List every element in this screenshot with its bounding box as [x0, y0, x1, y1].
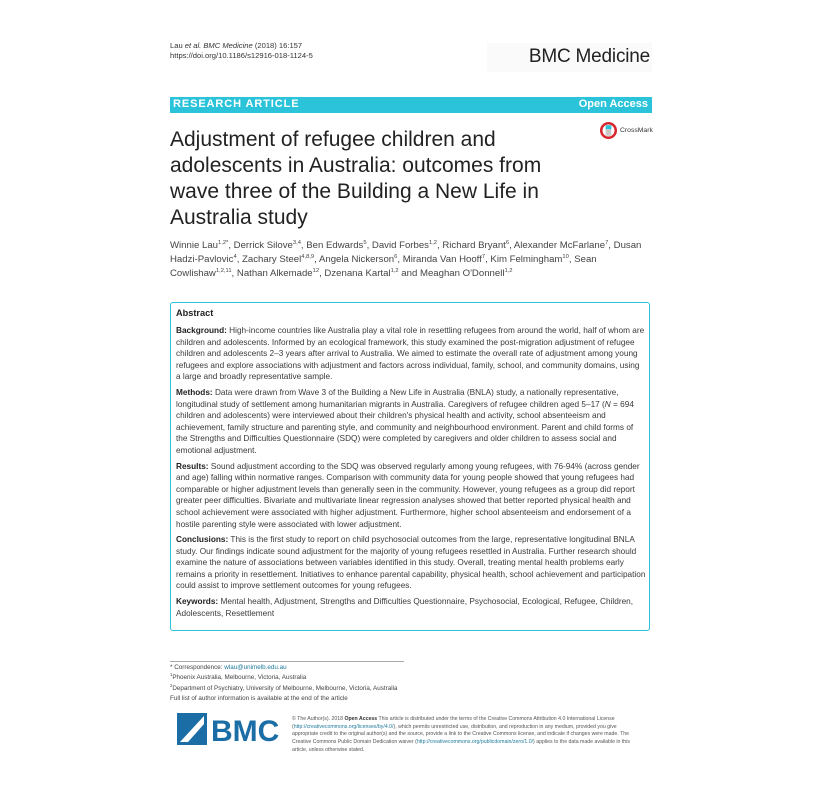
abstract-body [176, 325, 646, 623]
license-open-access: Open Access [344, 716, 378, 722]
abstract-keywords [176, 596, 646, 619]
author-name: Miranda Van Hooff [402, 253, 482, 265]
license-text-c: ) applies to the data made available in this article, unless otherwise stated. [292, 739, 630, 753]
methods-label: Methods: [176, 387, 213, 397]
abstract-methods [176, 387, 646, 457]
author-affiliation-sup: 10 [562, 253, 569, 260]
author-affiliation-sup: 7 [481, 253, 486, 260]
bmc-logo-mark [177, 713, 283, 745]
article-type-band [170, 97, 652, 113]
affiliation-2 [170, 684, 410, 694]
open-access-label: Open Access [578, 98, 648, 110]
crossmark-label: CrossMark [620, 127, 653, 134]
citation-volume: (2018) 16:157 [252, 41, 303, 50]
results-label: Results: [176, 461, 209, 471]
conclusions-label: Conclusions: [176, 535, 229, 545]
crossmark-icon [599, 121, 618, 140]
conclusions-text: This is the first study to report on child psychosocial outcomes from the large, representative longitudinal BNLA study. Our findings indicate sound adjustment for the majority of young refugees resettled in Australia. Further research should examine the nature of associations between variables identified in this study. Overall, treating mental health problems early remains a priority in resettlement. Initiatives to enhance parental capability, physical health, school achievement and participation could assist to improve settlement outcomes for young refugees. [176, 535, 646, 591]
footnote-divider [170, 661, 404, 662]
correspondence-label: * Correspondence: [170, 664, 225, 671]
author-affiliation-sup: 1,2* [218, 239, 229, 246]
author-affiliation-sup: 12 [312, 267, 320, 274]
citation-authors: Lau [170, 41, 185, 50]
bmc-logo-text: BMC [211, 715, 280, 745]
author-name: Meaghan O'Donnell [419, 267, 505, 279]
citation-doi[interactable]: https://doi.org/10.1186/s12916-018-1124-5 [170, 51, 313, 60]
author-name: David Forbes [371, 240, 429, 251]
author-name: Alexander McFarlane [513, 240, 606, 251]
abstract-background [176, 325, 646, 383]
citation-header [170, 41, 313, 61]
author-entry [490, 254, 568, 265]
methods-text-a: Data were drawn from Wave 3 of the Building a New Life in Australia (BNLA) study, a nationally representative, longitudinal study of settlement among humanitarian migrants in Australia. Caregivers of refugee children aged 5–17 ( [176, 387, 619, 409]
author-entry [306, 240, 366, 251]
author-name: Angela Nickerson [318, 253, 395, 265]
correspondence-line [170, 663, 410, 673]
article-type-label: RESEARCH ARTICLE [173, 98, 300, 110]
author-affiliation-sup: 1,2 [428, 239, 438, 246]
author-entry [442, 240, 509, 251]
citation-journal: et al. BMC Medicine [184, 41, 253, 50]
author-list: Winnie Lau$^{1,2*}$, Derrick Silove$^{3,4}$, Ben Edwards$^5$, David Forbes$^{1,2}$, Richard Bryant$^6$, Alexander McFarlane$^7$, Dusan Hadzi-Pavlovic$^4$, Zachary Steel$^{4,8,9}$, Angela Nickerson$^6$, Miranda Van Hooff$^7$, Kim Felmingham$^{10}$, Sean Cowlishaw$^{1,2,11}$, Nathan Alkemade$^{12}$, Dzenana Kartal$^{1,2}$ and Meaghan O'Donnell$^{1,2}$ [170, 239, 642, 279]
license-text-a: This article is distributed under the terms of the Creative Commons Attribution 4.0 International License ( [292, 716, 615, 730]
author-entry [234, 240, 301, 251]
author-name: Ben Edwards [306, 240, 364, 251]
article-title: Adjustment of refugee children and adolescents in Australia: outcomes from wave three of the Building a New Life in Australia study [170, 128, 542, 229]
author-name: Sean Cowlishaw [170, 253, 597, 279]
methods-text-b: = 694 children and adolescents) were interviewed about their children's physical health and activity, school absenteeism and achievement, family structure and parenting style, and community and neighbourhood environment. Parent and child forms of the Strengths and Difficulties Questionnaire (SDQ) were completed by caregivers and older children to assess social and emotional adjustment. [176, 399, 634, 455]
author-affiliation-sup: 6 [394, 253, 398, 260]
bmc-logo [177, 713, 283, 745]
author-affiliation-sup: 7 [605, 239, 609, 246]
author-affiliation-sup: 1,2 [390, 267, 399, 274]
author-entry [403, 254, 485, 265]
keywords-text: Mental health, Adjustment, Strengths and Difficulties Questionnaire, Psychosocial, Ecological, Refugee, Children, Adolescents, Resettlement [176, 597, 634, 618]
author-entry [242, 254, 314, 265]
author-name: Nathan Alkemade [236, 267, 313, 279]
abstract-conclusions [176, 534, 646, 592]
author-affiliation-sup: 4,8,9 [301, 253, 315, 260]
author-entry [319, 254, 397, 265]
author-entry [324, 268, 398, 279]
author-name: Kim Felmingham [490, 253, 563, 265]
abstract-heading: Abstract [176, 308, 214, 318]
abstract-box [170, 302, 650, 631]
author-affiliation-sup: 4 [233, 253, 237, 260]
author-name: Dzenana Kartal [324, 267, 391, 279]
background-text: High-income countries like Australia play a vital role in resettling refugees from around the world, half of whom are children and adolescents. Informed by an ecological framework, this study examined the post-migration adjustment of refugee children and adolescents 2–3 years after arrival to Australia. We aimed to estimate the overall rate of adjustment among young refugees and explore associations with adjustment and factors across individual, family, school, and community domains, using a large and broadly representative sample. [176, 326, 645, 382]
license-prefix: © The Author(s). 2018 [292, 716, 345, 722]
author-name: Winnie Lau [170, 240, 218, 251]
background-label: Background: [176, 326, 227, 335]
affiliation-1-sup: 1 [170, 672, 173, 678]
author-affiliation-sup: 6 [505, 239, 510, 246]
results-text: Sound adjustment according to the SDQ was observed regularly among young refugees, with 76-94% (across gender and age) falling within normative ranges. Comparison with community data for young people showed that young refugees had comparable or higher adjustment levels than generally seen in the community. However, young refugees as a group did report greater peer difficulties. Bivariate and multivariate linear regression analyses showed that better reported physical health and school achievement were associated with higher adjustment. Furthermore, higher school absenteeism and endorsement of a hostile parenting style were associated with lower adjustment. [176, 461, 640, 529]
license-url-cc-by[interactable]: http://creativecommons.org/licenses/by/4.0/ [293, 723, 394, 730]
author-entry [372, 240, 437, 251]
author-affiliation-sup: 3,4 [292, 239, 301, 246]
author-entry [514, 240, 608, 251]
abstract-results [176, 461, 646, 531]
author-entry [420, 268, 513, 279]
affiliation-1 [170, 673, 410, 683]
author-name: Richard Bryant [442, 240, 506, 251]
crossmark-badge[interactable] [599, 121, 659, 141]
journal-logo [487, 43, 652, 72]
author-name: Zachary Steel [242, 253, 302, 265]
correspondence-email[interactable]: wlau@unimelb.edu.au [224, 664, 287, 671]
full-list-note: Full list of author information is available at the end of the article [170, 694, 348, 702]
author-affiliation-sup: 5 [363, 239, 367, 246]
author-entry [237, 268, 319, 279]
affiliation-2-sup: 2 [170, 682, 173, 688]
methods-n: N [604, 399, 611, 409]
journal-name: BMC Medicine [528, 46, 650, 67]
affiliation-1-text: Phoenix Australia, Melbourne, Victoria, Australia [172, 674, 307, 682]
license-text-b: ), which permits unrestricted use, distribution, and reproduction in any medium, provided you give appropriate credit to the original author(s) and the source, provide a link to the Creative Commons license, and indicate if changes were made. The Creative Commons Public Domain Dedication waiver ( [292, 723, 629, 746]
affiliation-2-text: Department of Psychiatry, University of Melbourne, Melbourne, Victoria, Australia [172, 684, 398, 692]
author-name: Dusan Hadzi-Pavlovic [170, 240, 642, 265]
author-affiliation-sup: 1,2,11 [215, 267, 232, 274]
license-statement [292, 716, 642, 755]
author-affiliation-sup: 1,2 [504, 267, 513, 274]
author-entry [170, 240, 228, 251]
license-url-cc0[interactable]: http://creativecommons.org/publicdomain/zero/1.0/ [416, 739, 534, 746]
footnotes [170, 663, 410, 704]
keywords-label: Keywords: [176, 597, 219, 607]
author-name: Derrick Silove [233, 240, 293, 251]
